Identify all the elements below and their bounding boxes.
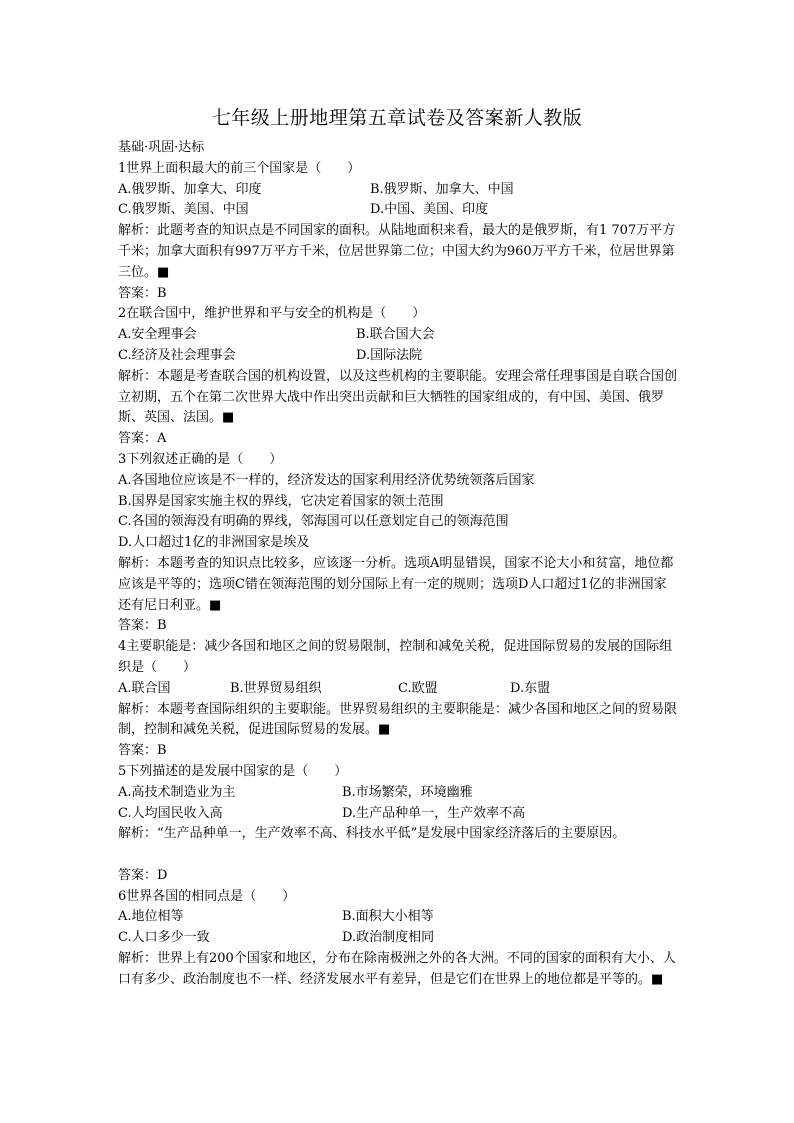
question-4-stem: 4主要职能是：减少各国和地区之间的贸易限制，控制和减免关税，促进国际贸易的发展的国际组织是（ ） bbox=[118, 639, 673, 675]
question-1-stem: 1世界上面积最大的前三个国家是（ ） bbox=[118, 160, 361, 176]
section-heading: 基础·巩固·达标 bbox=[118, 140, 205, 155]
question-2-analysis: 解析：本题是考查联合国的机构设置，以及这些机构的主要职能。安理会常任理事国是自联合国创立初期，五个在第二次世界大战中作出突出贡献和巨大牺牲的国家组成的，有中国、美国、俄罗斯、英国、法国。■ bbox=[118, 368, 678, 426]
question-5-option-b: B.市场繁荣，环境幽雅 bbox=[342, 784, 473, 800]
question-2-stem: 2在联合国中，维护世界和平与安全的机构是（ ） bbox=[118, 306, 426, 322]
question-3-option-b: B.国界是国家实施主权的界线，它决定着国家的领土范围 bbox=[118, 493, 444, 509]
question-6-stem: 6世界各国的相同点是（ ） bbox=[118, 888, 296, 904]
question-2-option-b: B.联合国大会 bbox=[356, 327, 435, 343]
question-1-answer: 答案：B bbox=[118, 285, 167, 301]
question-3-stem: 3下列叙述正确的是（ ） bbox=[118, 451, 283, 467]
question-3-option-c: C.各国的领海没有明确的界线，邻海国可以任意划定自己的领海范围 bbox=[118, 514, 509, 530]
question-1-option-c: C.俄罗斯、美国、中国 bbox=[118, 202, 249, 218]
question-6-option-b: B.面积大小相等 bbox=[342, 909, 434, 925]
question-4-analysis: 解析：本题考查国际组织的主要职能。世界贸易组织的主要职能是：减少各国和地区之间的贸易限制，控制和减免关税，促进国际贸易的发展。■ bbox=[118, 701, 678, 738]
question-6-option-c: C.人口多少一致 bbox=[118, 930, 210, 946]
question-1-options bbox=[118, 180, 678, 201]
question-1-analysis: 解析：此题考查的知识点是不同国家的面积。从陆地面积来看，最大的是俄罗斯，有1 707万平方千米；加拿大面积有997万平方千米，位居世界第二位；中国大约为960万平方千米，位居世界第三位。■ bbox=[118, 223, 676, 280]
question-4-option-c: C.欧盟 bbox=[398, 680, 438, 696]
question-2-option-c: C.经济及社会理事会 bbox=[118, 347, 236, 363]
question-5-option-a: A.高技术制造业为主 bbox=[118, 784, 236, 800]
question-6-option-d: D.政治制度相同 bbox=[342, 930, 435, 946]
question-4-options bbox=[118, 679, 678, 700]
question-5-option-d: D.生产品种单一，生产效率不高 bbox=[342, 805, 526, 821]
question-3-option-d: D.人口超过1亿的非洲国家是埃及 bbox=[118, 535, 310, 551]
question-4-option-a: A.联合国 bbox=[118, 680, 171, 696]
question-6-analysis: 解析：世界上有200个国家和地区，分布在除南极洲之外的各大洲。不同的国家的面积有大小、人口有多少、政治制度也不一样、经济发展水平有差异，但是它们在世界上的地位都是平等的。■ bbox=[118, 951, 676, 987]
question-3-answer: 答案：B bbox=[118, 618, 167, 634]
question-1-options-row-2 bbox=[118, 200, 678, 221]
question-4-option-d: D.东盟 bbox=[510, 680, 551, 696]
question-6-options bbox=[118, 907, 678, 928]
question-1-option-d: D.中国、美国、印度 bbox=[370, 202, 489, 218]
question-4-answer: 答案：B bbox=[118, 743, 167, 759]
question-2-option-d: D.国际法院 bbox=[356, 347, 423, 363]
question-2-options bbox=[118, 325, 678, 346]
question-3-analysis: 解析：本题考查的知识点比较多，应该逐一分析。选项A明显错误，国家不论大小和贫富，地位都应该是平等的；选项C错在领海范围的划分国际上有一定的规则；选项D人口超过1亿的非洲国家还有尼日利亚。■ bbox=[118, 555, 674, 613]
question-5-answer: 答案：D bbox=[118, 867, 168, 883]
document-title: 七年级上册地理第五章试卷及答案新人教版 bbox=[211, 107, 583, 129]
question-2-answer: 答案：A bbox=[118, 431, 167, 447]
question-5-options-row-2 bbox=[118, 804, 678, 825]
question-3-option-a: A.各国地位应该是不一样的，经济发达的国家利用经济优势统领落后国家 bbox=[118, 472, 535, 488]
question-6-options-row-2 bbox=[118, 928, 678, 949]
question-5-options bbox=[118, 783, 678, 804]
question-5-option-c: C.人均国民收入高 bbox=[118, 805, 223, 821]
question-2-option-a: A.安全理事会 bbox=[118, 327, 197, 343]
question-5-stem: 5下列描述的是发展中国家的是（ ） bbox=[118, 763, 348, 779]
question-4-option-b: B.世界贸易组织 bbox=[230, 680, 322, 696]
question-1-option-a: A.俄罗斯、加拿大、印度 bbox=[118, 181, 262, 197]
question-2-options-row-2 bbox=[118, 346, 678, 367]
question-1-option-b: B.俄罗斯、加拿大、中国 bbox=[370, 181, 514, 197]
document-body bbox=[118, 138, 678, 991]
question-5-analysis: 解析：“生产品种单一，生产效率不高、科技水平低”是发展中国家经济落后的主要原因。 bbox=[118, 826, 626, 842]
blank-line bbox=[118, 845, 678, 866]
question-6-option-a: A.地位相等 bbox=[118, 909, 184, 925]
